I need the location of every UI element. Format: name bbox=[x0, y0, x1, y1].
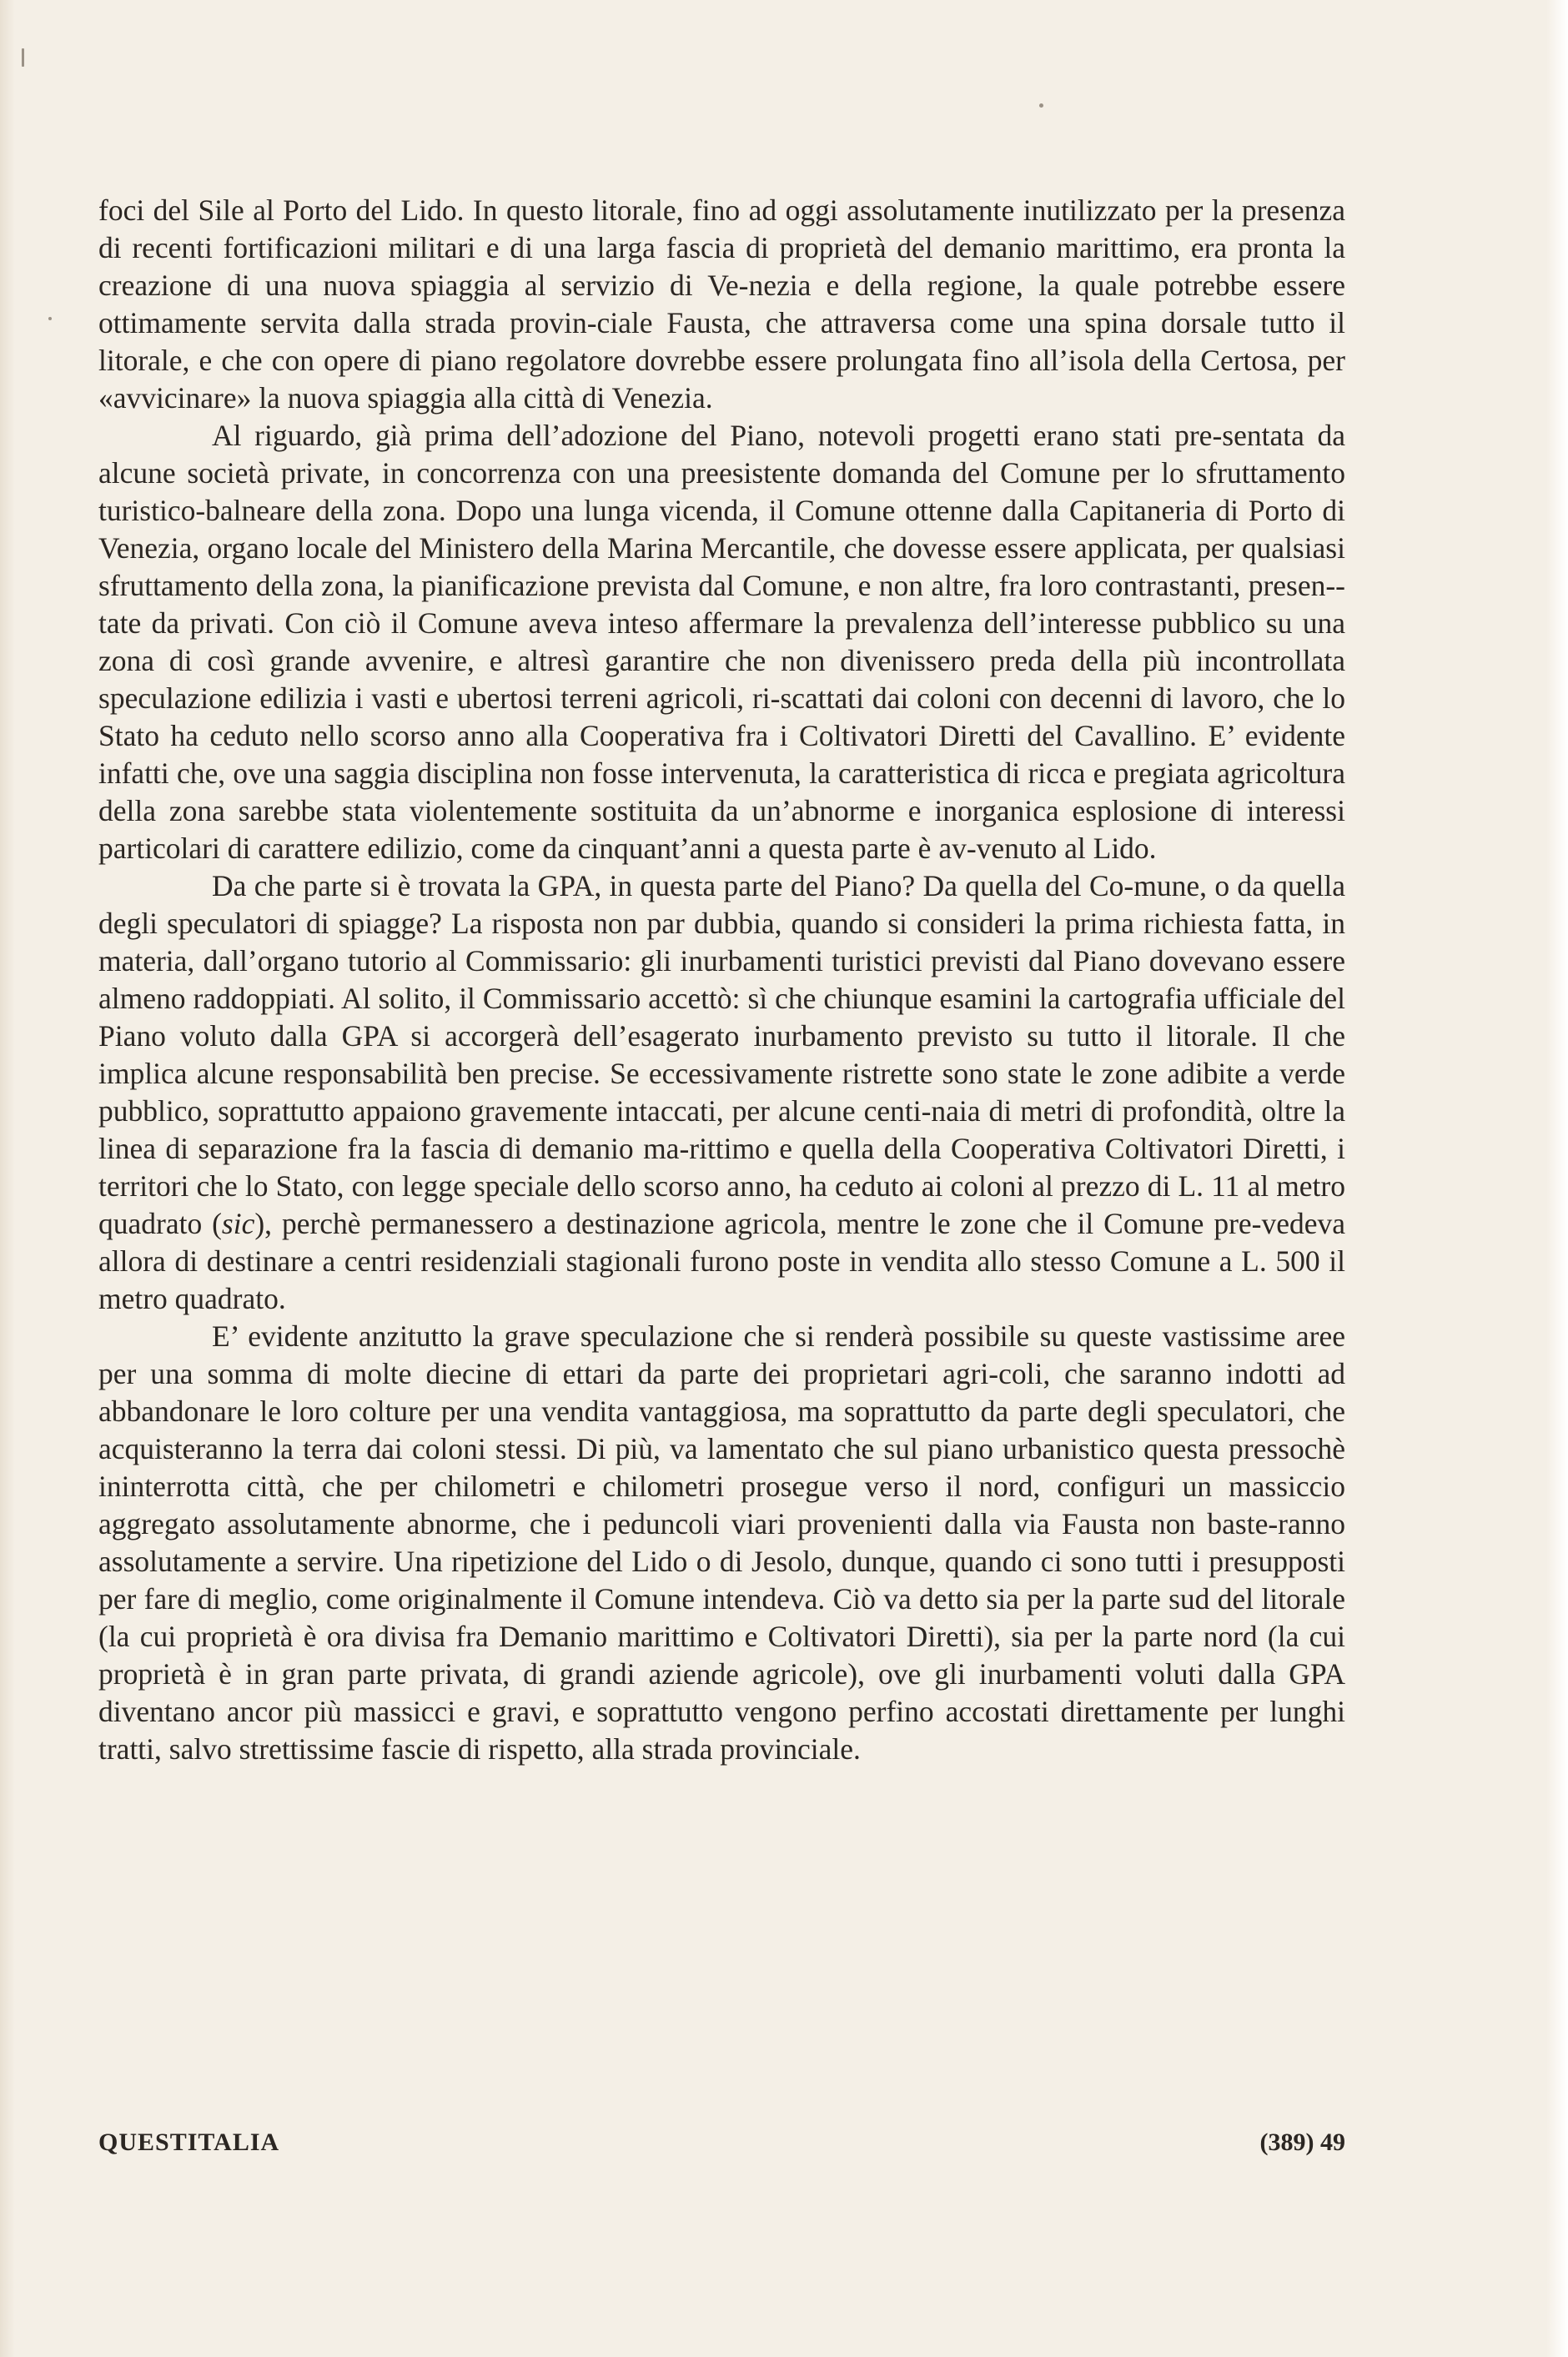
paragraph-3-text-end: ), perchè permanessero a destinazione agricola, mentre le zone che il Comune pre-vedeva allora di destinare a centri residenziali stagionali furono poste in vendita allo stesso Comune a L. 500 il metro quadrato. bbox=[98, 1207, 1346, 1315]
paper-speck bbox=[22, 48, 24, 67]
paper-speck bbox=[1039, 103, 1043, 108]
page-edge bbox=[1546, 0, 1568, 2357]
paper-speck bbox=[48, 317, 52, 320]
paragraph-1: foci del Sile al Porto del Lido. In questo litorale, fino ad oggi assolutamente inutilizzato per la presenza di recenti fortificazioni militari e di una larga fascia di proprietà del demanio marittimo, era pronta la creazione di una nuova spiaggia al servizio di Ve-nezia e della regione, la quale potrebbe essere ottimamente servita dalla strada provin-ciale Fausta, che attraversa come una spina dorsale tutto il litorale, e che con opere di piano regolatore dovrebbe essere prolungata fino all’isola della Certosa, per «avvicinare» la nuova spiaggia alla città di Venezia. bbox=[98, 193, 1345, 415]
paragraph-4: E’ evidente anzitutto la grave speculazione che si renderà possibile su queste vastissime aree per una somma di molte diecine di ettari da parte dei proprietari agri-coli, che saranno indotti ad abbandonare le loro colture per una vendita vantaggiosa, ma soprattutto da parte degli speculatori, che acquisteranno la terra dai coloni stessi. Di più, va lamentato che sul piano urbanistico questa pressochè ininterrotta città, che per chilometri e chilometri prosegue verso il nord, configuri un massiccio aggregato assolutamente abnorme, che i peduncoli viari provenienti dalla via Fausta non baste-ranno assolutamente a servire. Una ripetizione del Lido o di Jesolo, dunque, quando ci sono tutti i presupposti per fare di meglio, come originalmente il Comune intendeva. Ciò va detto sia per la parte sud del litorale (la cui proprietà è ora divisa fra Demanio marittimo e Coltivatori Diretti), sia per la parte nord (la cui proprietà è in gran parte privata, di grandi aziende agricole), ove gli inurbamenti voluti dalla GPA diventano ancor più massicci e gravi, e soprattutto vengono perfino accostati direttamente per lunghi tratti, salvo strettissime fascie di rispetto, alla strada provinciale. bbox=[98, 1319, 1345, 1766]
page-gutter-shadow bbox=[0, 0, 15, 2357]
journal-name: QUESTITALIA bbox=[98, 2128, 280, 2156]
paragraph-3 bbox=[98, 867, 1345, 1318]
sic-italic: sic bbox=[221, 1207, 255, 1240]
paragraph-3-text-start: Da che parte si è trovata la GPA, in questa parte del Piano? Da quella del Co-mune, o da quella degli speculatori di spiagge? La risposta non par dubbia, quando si consideri la prima richiesta fatta, in materia, dall’organo tutorio al Commissario: gli inurbamenti turistici previsti dal Piano dovevano essere almeno raddoppiati. Al solito, il Commissario accettò: sì che chiunque esamini la cartografia ufficiale del Piano voluto dalla GPA si accorgerà dell’esagerato inurbamento previsto su tutto il litorale. Il che implica alcune responsabilità ben precise. Se eccessivamente ristrette sono state le zone adibite a verde pubblico, soprattutto appaiono gravemente intaccati, per alcune centi-naia di metri di profondità, oltre la linea di separazione fra la fascia di demanio ma-rittimo e quella della Cooperativa Coltivatori Diretti, i territori che lo Stato, con legge speciale dello scorso anno, ha ceduto ai coloni al prezzo di L. 11 al metro quadrato ( bbox=[98, 869, 1345, 1240]
page-footer bbox=[98, 2128, 1345, 2157]
article-body bbox=[98, 192, 1345, 1768]
paragraph-2: Al riguardo, già prima dell’adozione del Piano, notevoli progetti erano stati pre-sentata da alcune società private, in concorrenza con una preesistente domanda del Comune per lo sfruttamento turistico-balneare della zona. Dopo una lunga vicenda, il Comune ottenne dalla Capitaneria di Porto di Venezia, organo locale del Ministero della Marina Mercantile, che dovesse essere applicata, per qualsiasi sfruttamento della zona, la pianificazione prevista dal Comune, e non altre, fra loro contrastanti, presen-tate da privati. Con ciò il Comune aveva inteso affermare la prevalenza dell’interesse pubblico su una zona di così grande avvenire, e altresì garantire che non divenissero preda della più incontrollata speculazione edilizia i vasti e ubertosi terreni agricoli, ri-scattati dai coloni con decenni di lavoro, che lo Stato ha ceduto nello scorso anno alla Cooperativa fra i Coltivatori Diretti del Cavallino. E’ evidente infatti che, ove una saggia disciplina non fosse intervenuta, la caratteristica di ricca e pregiata agricoltura della zona sarebbe stata violentemente sostituita da un’abnorme e inorganica esplosione di interessi particolari di carattere edilizio, come da cinquant’anni a questa parte è av-venuto al Lido. bbox=[98, 419, 1345, 865]
page-number: (389) 49 bbox=[1259, 2128, 1345, 2156]
